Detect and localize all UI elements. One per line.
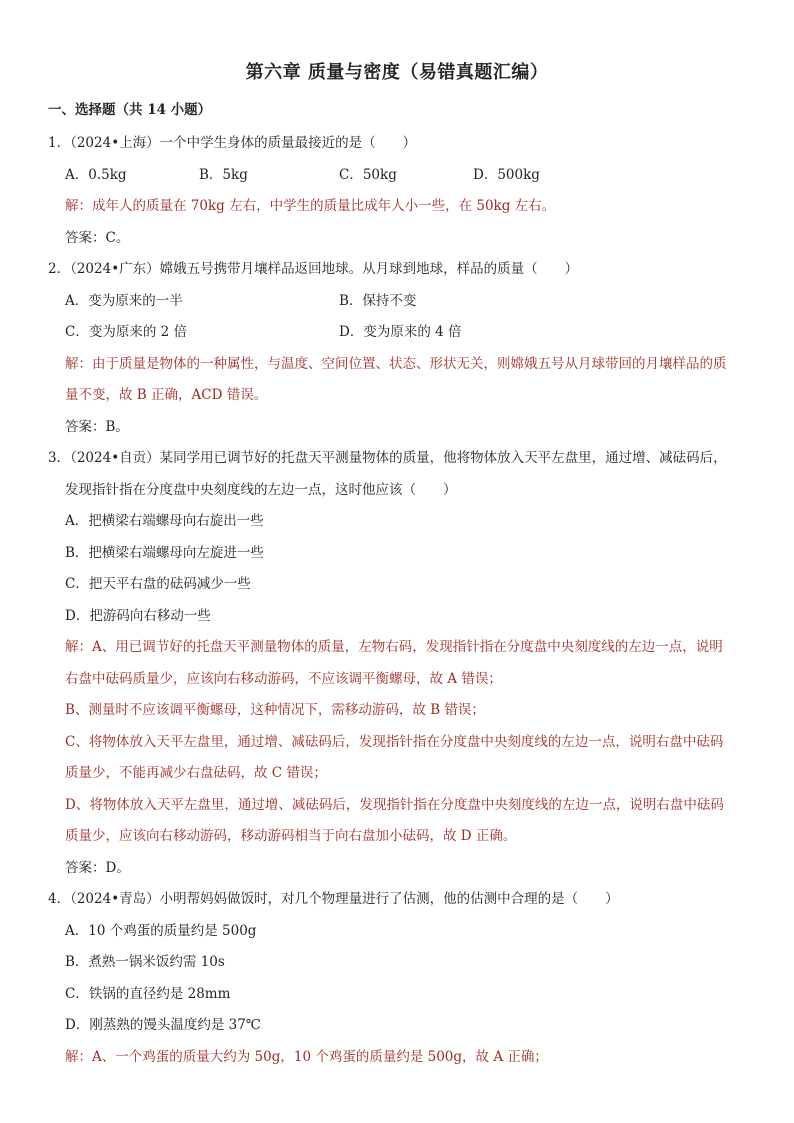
question-3-solution-a-line-2: 右盘中砝码质量少，应该向右移动游码，不应该调平衡螺母，故 A 错误； [65,670,502,687]
q2-option-a: A．变为原来的一半 [65,292,183,309]
question-3-solution-b: B、测量时不应该调平衡螺母，这种情况下，需移动游码，故 B 错误； [65,702,485,718]
q4-option-b: B．煮熟一锅米饭约需 10s [65,954,225,970]
question-3-stem-line-1: 3．（2024•自贡）某同学用已调节好的托盘天平测量物体的质量，他将物体放入天平左盘里，通过增、减砝码后， [48,450,727,466]
q3-option-a: A．把横梁右端螺母向右旋出一些 [65,513,264,529]
question-3-answer: 答案：D。 [65,859,130,876]
question-2-solution-line-2: 量不变，故 B 正确，ACD 错误。 [65,387,268,403]
q4-option-d: D．刚蒸熟的馒头温度约是 37℃ [65,1017,261,1033]
q2-option-d: D．变为原来的 4 倍 [339,324,462,340]
q4-option-a: A．10 个鸡蛋的质量约是 500g [65,922,257,939]
q1-option-d: D．500kg [473,166,540,183]
question-3-solution-d-line-1: D、将物体放入天平左盘里，通过增、减砝码后，发现指针指在分度盘中央刻度线的左边一点，说明右盘中砝码 [65,796,724,813]
q4-option-c: C．铁锅的直径约是 28mm [65,985,231,1002]
question-4-solution: 解：A、一个鸡蛋的质量大约为 50g，10 个鸡蛋的质量约是 500g，故 A 正确； [65,1048,548,1065]
question-1-stem: 1．（2024•上海）一个中学生身体的质量最接近的是（ ） [48,135,417,151]
question-2-answer: 答案：B。 [65,418,129,435]
question-3-solution-a-line-1: 解：A、用已调节好的托盘天平测量物体的质量，左物右码，发现指针指在分度盘中央刻度线的左边一点，说明 [65,639,723,655]
question-1-answer: 答案：C。 [65,229,130,246]
question-2-solution-line-1: 解：由于质量是物体的一种属性，与温度、空间位置、状态、形状无关，则嫦娥五号从月球带回的月壤样品的质 [65,355,727,372]
q3-option-b: B．把横梁右端螺母向左旋进一些 [65,544,264,561]
question-2-options-row-2 [48,317,746,349]
question-2-stem: 2．（2024•广东）嫦娥五号携带月壤样品返回地球。从月球到地球，样品的质量（ ） [48,261,579,277]
q2-option-b: B．保持不变 [339,292,417,309]
question-3-solution-d-line-2: 质量少，应该向右移动游码，移动游码相当于向右盘加小砝码，故 D 正确。 [65,828,517,844]
question-1-options [48,160,746,192]
q3-option-c: C．把天平右盘的砝码减少一些 [65,576,251,592]
section-heading: 一、选择题（共 14 小题） [48,102,212,118]
question-1-solution: 解：成年人的质量在 70kg 左右，中学生的质量比成年人小一些，在 50kg 左右。 [65,198,556,214]
q2-option-c: C．变为原来的 2 倍 [65,324,188,340]
question-4-stem: 4．（2024•青岛）小明帮妈妈做饭时，对几个物理量进行了估测，他的估测中合理的是（ ） [48,891,619,907]
q1-option-b: B．5kg [199,166,248,183]
q1-option-c: C．50kg [339,166,397,183]
question-3-solution-c-line-2: 质量少，不能再减少右盘砝码，故 C 错误； [65,765,327,781]
q1-option-a: A．0.5kg [65,166,127,183]
question-3-stem-line-2: 发现指针指在分度盘中央刻度线的左边一点，这时他应该（ ） [65,481,457,498]
q3-option-d: D．把游码向右移动一些 [65,607,211,624]
question-3-solution-c-line-1: C、将物体放入天平左盘里，通过增、减砝码后，发现指针指在分度盘中央刻度线的左边一点，说明右盘中砝码 [65,733,724,750]
page-title: 第六章 质量与密度（易错真题汇编） [245,62,549,83]
question-2-options-row-1 [48,286,746,318]
